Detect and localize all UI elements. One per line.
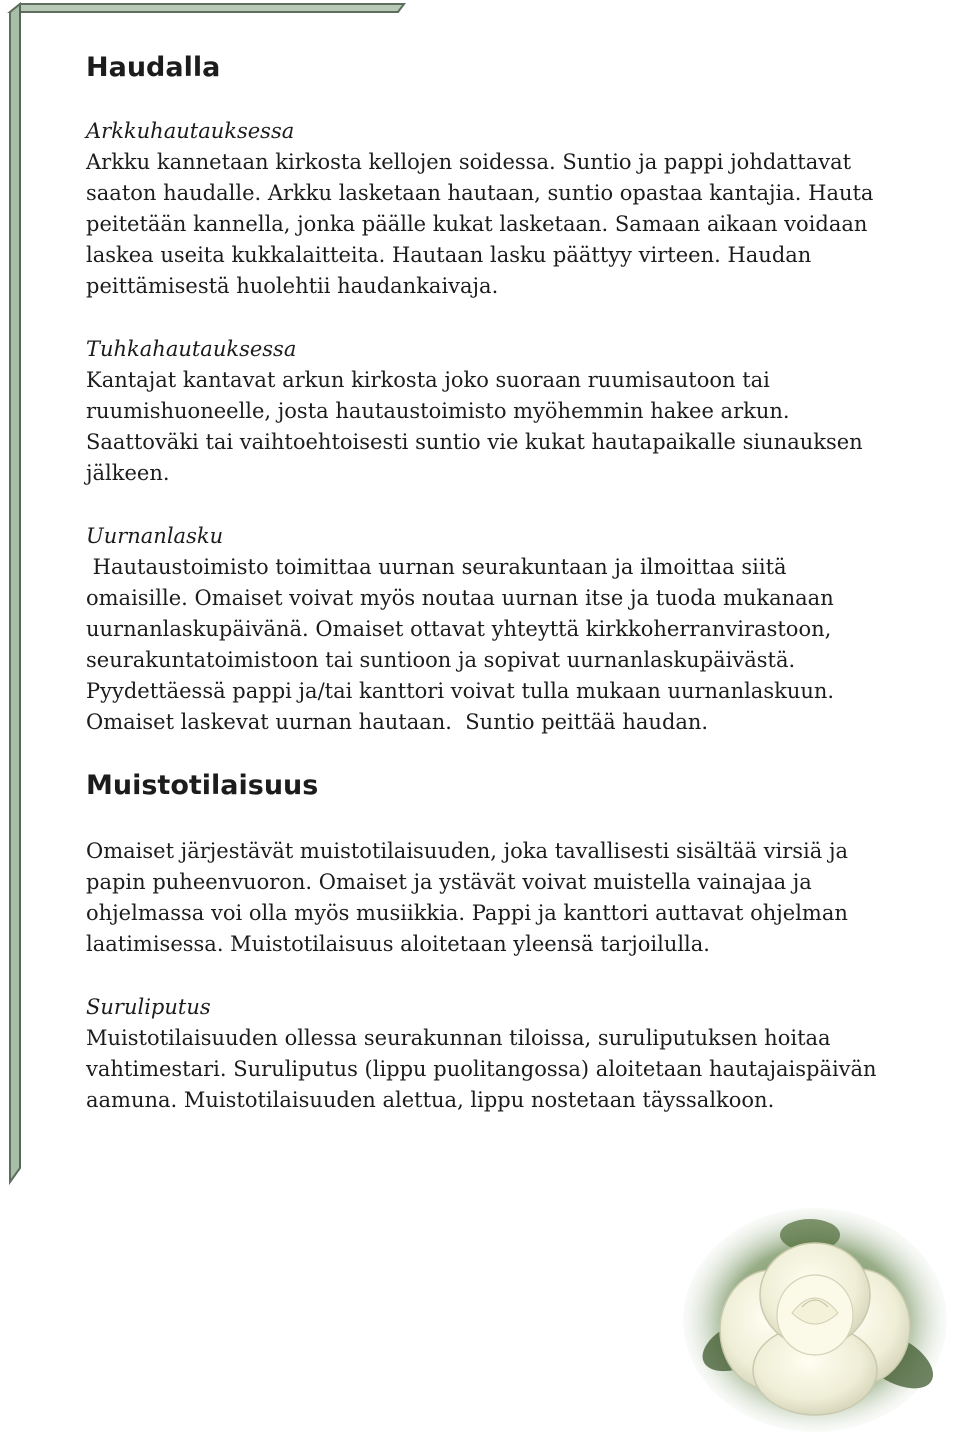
subtitle-tuhkahautauksessa: Tuhkahautauksessa [86, 337, 297, 361]
heading-muistotilaisuus: Muistotilaisuus [86, 770, 319, 801]
text-line: Arkku kannetaan kirkosta kellojen soidessa. Suntio ja pappi johdattavat [86, 150, 852, 174]
document-body [86, 50, 958, 1116]
text-line: seurakuntatoimistoon tai suntioon ja sopivat uurnanlaskupäivästä. [86, 648, 796, 672]
subtitle-uurnanlasku: Uurnanlasku [86, 524, 224, 548]
text-line: laatimisessa. Muistotilaisuus aloitetaan yleensä tarjoilulla. [86, 932, 710, 956]
text-line: Saattoväki tai vaihtoehtoisesti suntio vie kukat hautapaikalle siunauksen [86, 430, 863, 454]
text-line: saaton haudalle. Arkku lasketaan hautaan, suntio opastaa kantajia. Hauta [86, 181, 874, 205]
text-line: vahtimestari. Suruliputus (lippu puolitangossa) aloitetaan hautajaispäivän [86, 1057, 877, 1081]
text-line: uurnanlaskupäivänä. Omaiset ottavat yhteyttä kirkkoherranvirastoon, [86, 617, 832, 641]
text-line: jälkeen. [86, 461, 170, 485]
text-line: Muistotilaisuuden ollessa seurakunnan tiloissa, suruliputuksen hoitaa [86, 1026, 831, 1050]
text-line: aamuna. Muistotilaisuuden alettua, lippu nostetaan täyssalkoon. [86, 1088, 775, 1112]
white-rose-image [680, 1195, 950, 1435]
text-line: omaisille. Omaiset voivat myös noutaa uurnan itse ja tuoda mukanaan [86, 586, 834, 610]
subtitle-arkkuhautauksessa: Arkkuhautauksessa [86, 119, 295, 143]
text-line: Omaiset järjestävät muistotilaisuuden, joka tavallisesti sisältää virsiä ja [86, 839, 848, 863]
text-line: Hautaustoimisto toimittaa uurnan seurakuntaan ja ilmoittaa siitä [86, 555, 787, 579]
text-line: ohjelmassa voi olla myös musiikkia. Pappi ja kanttori auttavat ohjelman [86, 901, 848, 925]
text-line: Pyydettäessä pappi ja/tai kanttori voivat tulla mukaan uurnanlaskuun. [86, 679, 835, 703]
text-line: papin puheenvuoron. Omaiset ja ystävät voivat muistella vainajaa ja [86, 870, 812, 894]
text-line: peitetään kannella, jonka päälle kukat lasketaan. Samaan aikaan voidaan [86, 212, 868, 236]
text-line: peittämisestä huolehtii haudankaivaja. [86, 274, 499, 298]
subtitle-suruliputus: Suruliputus [86, 995, 211, 1019]
text-line: ruumishuoneelle, josta hautaustoimisto myöhemmin hakee arkun. [86, 399, 790, 423]
text-line: Omaiset laskevat uurnan hautaan. Suntio peittää haudan. [86, 710, 709, 734]
text-line: laskea useita kukkalaitteita. Hautaan lasku päättyy virteen. Haudan [86, 243, 812, 267]
heading-haudalla: Haudalla [86, 52, 221, 83]
text-line: Kantajat kantavat arkun kirkosta joko suoraan ruumisautoon tai [86, 368, 770, 392]
